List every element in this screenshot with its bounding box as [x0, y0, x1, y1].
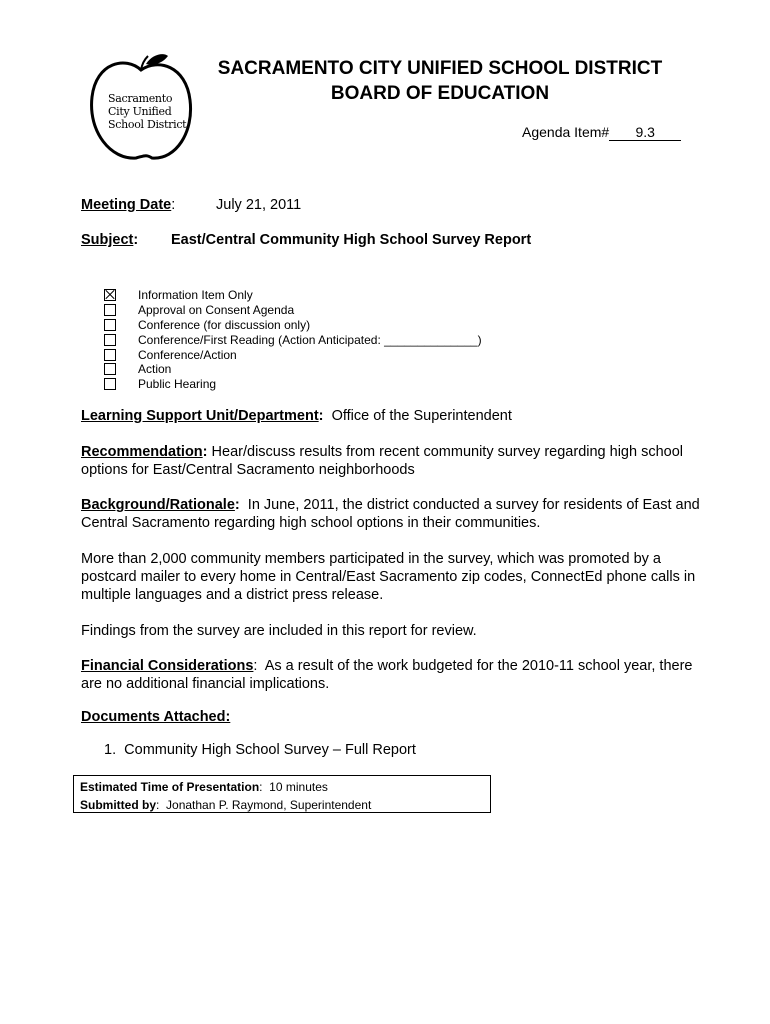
meeting-date-label: Meeting Date: [81, 197, 172, 213]
submitted-label: Submitted by: [80, 798, 157, 812]
meeting-date-value: July 21, 2011: [216, 197, 302, 213]
logo-line-1: Sacramento: [108, 92, 173, 105]
recommendation-text: Hear/discuss results from recent community survey regarding high school options for East/Central Sacramento neighborhoods: [81, 444, 683, 478]
financial-text: As a result of the work budgeted for the 2010-11 school year, there are no additional financial implications.: [81, 658, 693, 692]
checklist-item-label: Conference/First Reading (Action Anticipated: ______________): [138, 332, 482, 347]
agenda-label: Agenda Item#: [522, 124, 610, 140]
checked-box-icon[interactable]: [104, 289, 116, 301]
checklist-item-label: Conference (for discussion only): [138, 317, 311, 332]
time-row: Estimated Time of Presentation: 10 minutes: [80, 780, 328, 794]
subject-label: Subject: [81, 232, 134, 248]
department-label: Learning Support Unit/Department: [81, 408, 319, 424]
paragraph-participation: More than 2,000 community members participated in the survey, which was promoted by a postcard mailer to every home in Central/East Sacramento zip codes, ConnectEd phone calls in multiple languages and a district press release.: [81, 551, 696, 603]
checklist-item: [104, 377, 482, 392]
background-label: Background/Rationale: [81, 497, 235, 513]
document-item-1: Community High School Survey – Full Report: [124, 742, 416, 758]
agenda-item: [522, 124, 681, 141]
background-text: In June, 2011, the district conducted a survey for residents of East and Central Sacramento regarding high school options in their communities.: [81, 497, 700, 531]
department-row: Learning Support Unit/Department: Office of the Superintendent: [81, 408, 512, 424]
checklist-item-label: Information Item Only: [138, 288, 253, 303]
checklist-item-label: Approval on Consent Agenda: [138, 303, 295, 318]
subject-value: East/Central Community High School Survey Report: [171, 232, 532, 248]
submitted-value: Jonathan P. Raymond, Superintendent: [166, 798, 372, 812]
paragraph-findings: Findings from the survey are included in this report for review.: [81, 623, 477, 639]
time-label: Estimated Time of Presentation: [80, 780, 260, 794]
documents-label-row: [81, 708, 701, 726]
checkbox-icon[interactable]: [104, 319, 116, 331]
department-value: Office of the Superintendent: [331, 408, 512, 424]
recommendation-section: Recommendation: Hear/discuss results from recent community survey regarding high school options for East/Central Sacramento neighborhoods: [81, 444, 683, 478]
financial-section: Financial Considerations: As a result of the work budgeted for the 2010-11 school year, there are no additional financial implications.: [81, 658, 693, 692]
checklist-item-label: Action: [138, 362, 172, 377]
checkbox-icon[interactable]: [104, 363, 116, 375]
checkbox-icon[interactable]: [104, 378, 116, 390]
agenda-type-checklist: [104, 288, 482, 392]
presentation-info-box: [73, 775, 491, 813]
logo-line-3: School District: [108, 118, 187, 131]
agenda-value: 9.3: [609, 124, 681, 141]
checkbox-icon[interactable]: [104, 349, 116, 361]
checklist-item: [104, 288, 482, 303]
checklist-item: [104, 318, 482, 333]
page-title: [150, 56, 730, 106]
checklist-item: [104, 362, 482, 377]
checkbox-icon[interactable]: [104, 304, 116, 316]
checklist-item: [104, 347, 482, 362]
checklist-item-label: Conference/Action: [138, 347, 237, 362]
documents-label: Documents Attached:: [81, 709, 231, 725]
background-section: Background/Rationale: In June, 2011, the district conducted a survey for residents of East and Central Sacramento regarding high school options in their communities.: [81, 497, 700, 531]
financial-label: Financial Considerations: [81, 658, 254, 674]
checklist-item: [104, 303, 482, 318]
title-line-1: SACRAMENTO CITY UNIFIED SCHOOL DISTRICT: [217, 58, 663, 79]
logo-line-2: City Unified: [108, 105, 172, 118]
checklist-item: [104, 332, 482, 347]
recommendation-label: Recommendation: [81, 444, 203, 460]
checkbox-icon[interactable]: [104, 334, 116, 346]
subject-row: Subject:: [81, 232, 139, 248]
submitted-row: Submitted by: Jonathan P. Raymond, Superintendent: [80, 798, 372, 812]
title-line-2: BOARD OF EDUCATION: [330, 83, 550, 104]
time-value: 10 minutes: [269, 780, 328, 794]
checklist-item-label: Public Hearing: [138, 377, 217, 392]
meeting-date-row: Meeting Date:: [81, 197, 176, 213]
documents-list-item: 1. Community High School Survey – Full Report: [104, 742, 416, 758]
